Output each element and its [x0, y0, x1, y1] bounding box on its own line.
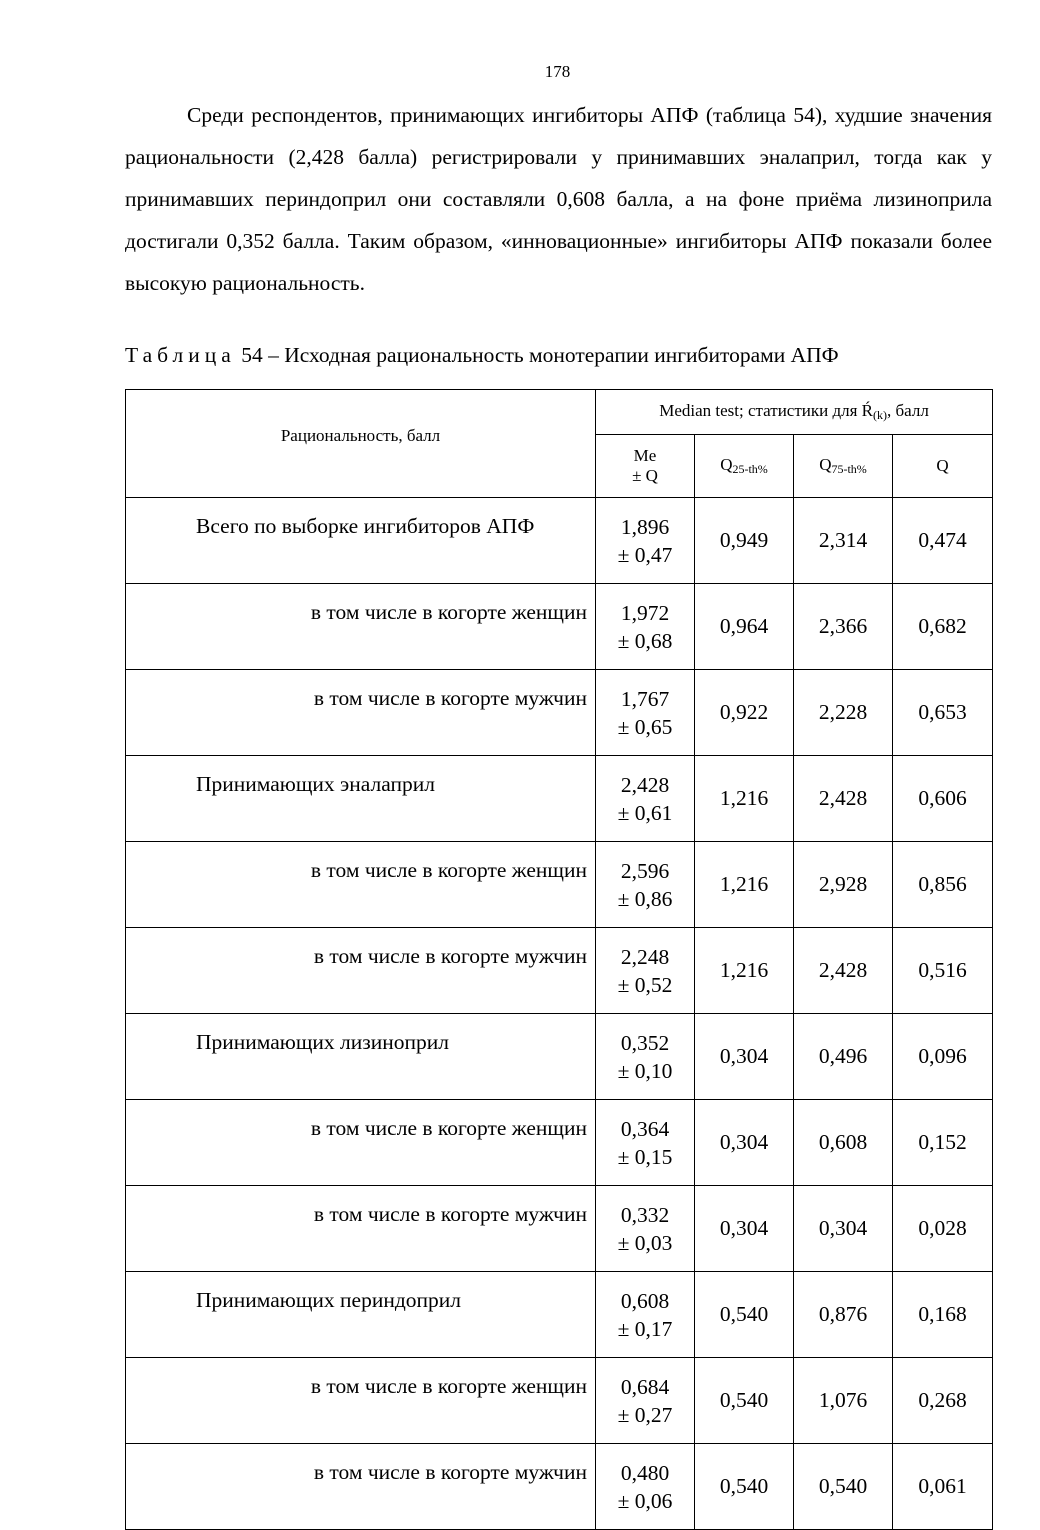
table-row — [126, 1272, 993, 1358]
median-value: 1,972 — [620, 600, 670, 625]
q-cell: 0,168 — [893, 1272, 993, 1358]
me-cell — [596, 584, 695, 670]
q75-cell: 0,496 — [794, 1014, 893, 1100]
body-paragraph — [125, 94, 992, 304]
q75-cell: 2,428 — [794, 928, 893, 1014]
row-label: Принимающих лизиноприл — [126, 1014, 596, 1100]
header-q: Q — [893, 435, 993, 498]
q25-cell: 0,949 — [695, 498, 794, 584]
quartile-deviation: ± 0,06 — [617, 1488, 673, 1513]
row-label: Принимающих эналаприл — [126, 756, 596, 842]
q-cell: 0,474 — [893, 498, 993, 584]
quartile-deviation: ± 0,27 — [617, 1402, 673, 1427]
me-cell — [596, 1444, 695, 1530]
q25-cell: 0,964 — [695, 584, 794, 670]
q75-cell: 0,876 — [794, 1272, 893, 1358]
table-row — [126, 670, 993, 756]
q25-cell: 0,304 — [695, 1186, 794, 1272]
q-cell: 0,028 — [893, 1186, 993, 1272]
median-value: 2,248 — [620, 944, 670, 969]
q-cell: 0,061 — [893, 1444, 993, 1530]
caption-label: Таблица — [125, 343, 236, 367]
q25-cell: 1,216 — [695, 842, 794, 928]
q75-cell: 0,540 — [794, 1444, 893, 1530]
q25-cell: 0,540 — [695, 1358, 794, 1444]
me-cell — [596, 1014, 695, 1100]
q75-cell: 0,608 — [794, 1100, 893, 1186]
median-value: 2,596 — [620, 858, 670, 883]
table-row — [126, 928, 993, 1014]
q-cell: 0,856 — [893, 842, 993, 928]
q-cell: 0,682 — [893, 584, 993, 670]
q-cell: 0,096 — [893, 1014, 993, 1100]
q75-cell: 2,314 — [794, 498, 893, 584]
quartile-deviation: ± 0,65 — [617, 714, 673, 739]
table-row — [126, 1186, 993, 1272]
me-cell — [596, 1358, 695, 1444]
q25-cell: 0,540 — [695, 1444, 794, 1530]
caption-title: 54 – Исходная рациональность монотерапии ингибиторами АПФ — [235, 343, 839, 367]
me-cell — [596, 1272, 695, 1358]
row-label: в том числе в когорте женщин — [126, 584, 596, 670]
table-row — [126, 1444, 993, 1530]
q75-cell: 0,304 — [794, 1186, 893, 1272]
quartile-deviation: ± 0,86 — [617, 886, 673, 911]
q25-cell: 1,216 — [695, 928, 794, 1014]
table-row — [126, 756, 993, 842]
header-q75: $Q_{75-th\%}$ — [794, 435, 893, 498]
me-cell — [596, 756, 695, 842]
median-value: 1,896 — [620, 514, 670, 539]
row-label: Принимающих периндоприл — [126, 1272, 596, 1358]
paragraph-text: Среди респондентов, принимающих ингибиторы АПФ (таблица 54), худшие значения рациональности (2,428 балла) регистрировали у принимавших эналаприл, тогда как у принимавших периндоприл они составляли 0,608 балла, а на фоне приёма лизиноприла достигали 0,352 балла. Таким образом, «инновационные» ингибиторы АПФ показали более высокую рациональность. — [125, 103, 992, 295]
me-cell — [596, 842, 695, 928]
q-cell: 0,653 — [893, 670, 993, 756]
row-label: в том числе в когорте женщин — [126, 1100, 596, 1186]
median-value: 2,428 — [620, 772, 670, 797]
row-label: Всего по выборке ингибиторов АПФ — [126, 498, 596, 584]
q25-cell: 0,304 — [695, 1100, 794, 1186]
median-value: 0,352 — [620, 1030, 670, 1055]
quartile-deviation: ± 0,61 — [617, 800, 673, 825]
median-value: 0,608 — [620, 1288, 670, 1313]
table-row — [126, 1358, 993, 1444]
table-row — [126, 1100, 993, 1186]
header-q25: $Q_{25-th\%}$ — [695, 435, 794, 498]
q75-cell: 2,228 — [794, 670, 893, 756]
q75-cell: 2,928 — [794, 842, 893, 928]
q25-cell: 0,540 — [695, 1272, 794, 1358]
me-cell — [596, 498, 695, 584]
header-rationality: Рациональность, балл — [126, 390, 596, 498]
page-number: 178 — [544, 62, 571, 81]
quartile-deviation: ± 0,17 — [617, 1316, 673, 1341]
table-row — [126, 842, 993, 928]
quartile-deviation: ± 0,03 — [617, 1230, 673, 1255]
table-row — [126, 498, 993, 584]
rationality-table — [125, 389, 993, 1530]
q25-cell: 0,304 — [695, 1014, 794, 1100]
header-me: Me ± Q — [596, 435, 695, 498]
table-row — [126, 584, 993, 670]
me-cell — [596, 1100, 695, 1186]
q-cell: 0,606 — [893, 756, 993, 842]
q-cell: 0,268 — [893, 1358, 993, 1444]
me-cell — [596, 1186, 695, 1272]
median-value: 0,364 — [620, 1116, 670, 1141]
quartile-deviation: ± 0,10 — [617, 1058, 673, 1083]
median-value: 0,332 — [620, 1202, 670, 1227]
q25-cell: 0,922 — [695, 670, 794, 756]
q75-cell: 2,366 — [794, 584, 893, 670]
row-label: в том числе в когорте мужчин — [126, 1444, 596, 1530]
row-label: в том числе в когорте женщин — [126, 842, 596, 928]
header-median-test: Median test; статистики для $Ŕ_{(k)}$, балл — [596, 390, 993, 435]
me-cell — [596, 928, 695, 1014]
row-label: в том числе в когорте мужчин — [126, 670, 596, 756]
q-cell: 0,516 — [893, 928, 993, 1014]
table-row — [126, 1014, 993, 1100]
row-label: в том числе в когорте женщин — [126, 1358, 596, 1444]
table-caption — [125, 343, 839, 368]
me-cell — [596, 670, 695, 756]
median-value: 1,767 — [620, 686, 670, 711]
median-value: 0,684 — [620, 1374, 670, 1399]
quartile-deviation: ± 0,68 — [617, 628, 673, 653]
q75-cell: 2,428 — [794, 756, 893, 842]
q25-cell: 1,216 — [695, 756, 794, 842]
quartile-deviation: ± 0,47 — [617, 542, 673, 567]
q75-cell: 1,076 — [794, 1358, 893, 1444]
q-cell: 0,152 — [893, 1100, 993, 1186]
median-value: 0,480 — [620, 1460, 670, 1485]
row-label: в том числе в когорте мужчин — [126, 928, 596, 1014]
quartile-deviation: ± 0,52 — [617, 972, 673, 997]
quartile-deviation: ± 0,15 — [617, 1144, 673, 1169]
row-label: в том числе в когорте мужчин — [126, 1186, 596, 1272]
